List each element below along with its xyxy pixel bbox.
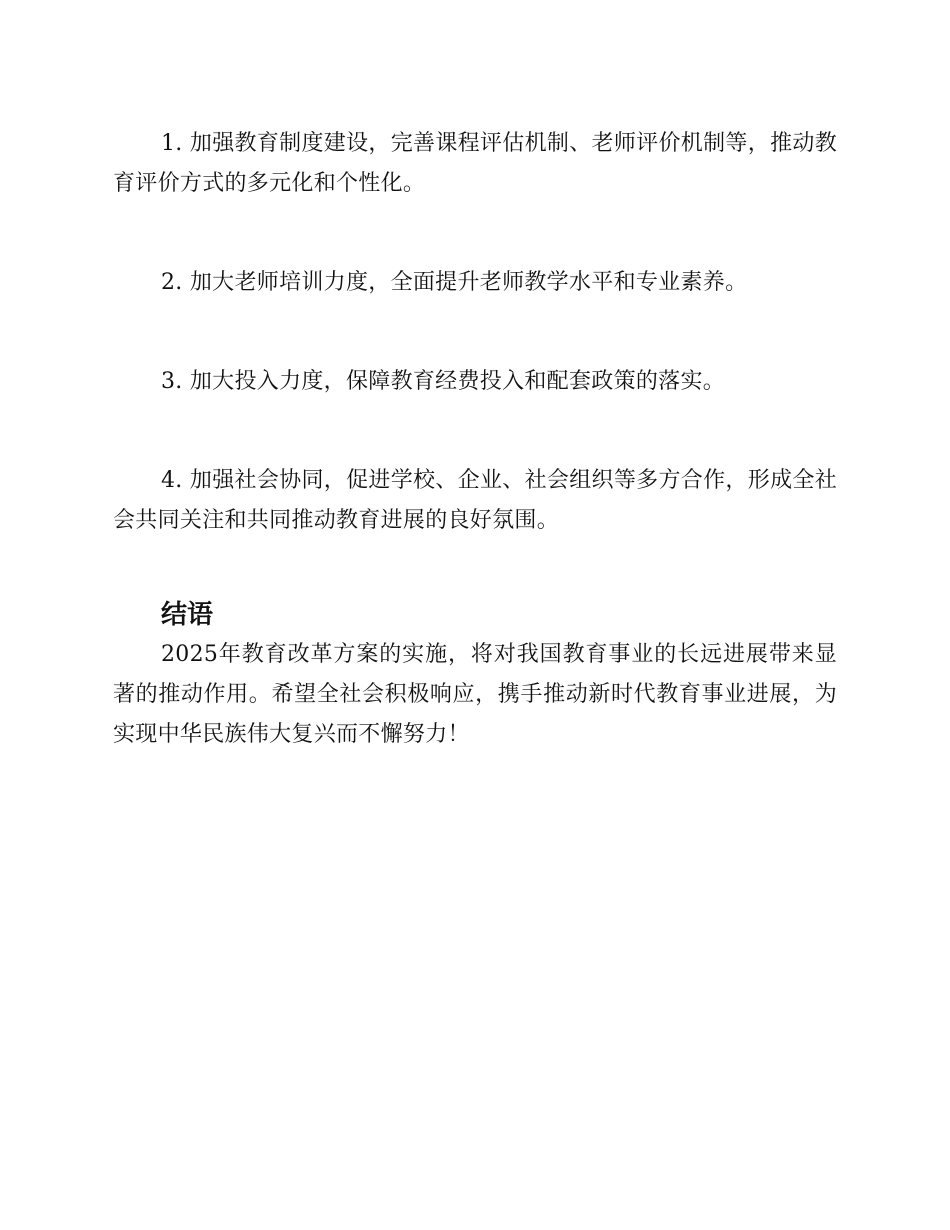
document-page [113, 124, 837, 755]
list-item-3: 3. 加大投入力度，保障教育经费投入和配套政策的落实。 [161, 369, 726, 394]
paragraph-gap [113, 204, 837, 263]
list-item-4: 4. 加强社会协同，促进学校、企业、社会组织等多方合作，形成全社会共同关注和共同推动教育进展的良好氛围。 [113, 468, 837, 533]
paragraph-gap [113, 303, 837, 362]
list-item-1: 1. 加强教育制度建设，完善课程评估机制、老师评价机制等，推动教育评价方式的多元化和个性化。 [113, 131, 837, 196]
conclusion-text: 2025年教育改革方案的实施，将对我国教育事业的长远进展带来显著的推动作用。希望全社会积极响应，携手推动新时代教育事业进展，为实现中华民族伟大复兴而不懈努力！ [113, 642, 837, 747]
paragraph-gap [113, 402, 837, 461]
list-item-2: 2. 加大老师培训力度，全面提升老师教学水平和专业素养。 [161, 270, 748, 295]
conclusion-heading: 结语 [161, 600, 214, 630]
